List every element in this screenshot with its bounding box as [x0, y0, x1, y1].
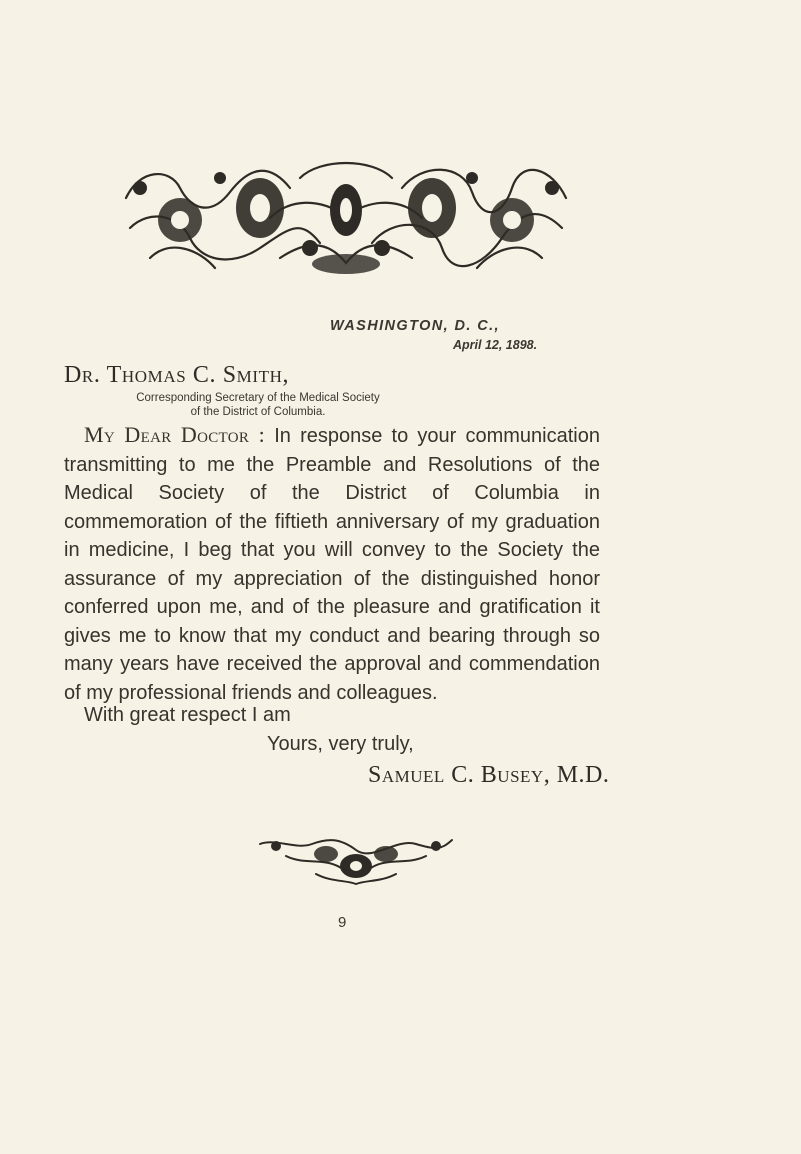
letter-body-text: In response to your communication transmitting to me the Preamble and Resolutions of the Medical Society of the District of Columbia in commemoration of the fiftieth anniversary of my graduation in medicine, I beg that you will convey to the Society the assurance of my appreciation of the distinguished honor conferred upon me, and of the pleasure and gratification it gives me to know that my conduct and bearing through so many years have received the approval and commendation of my professional friends and colleagues. [64, 425, 600, 704]
page-number: 9 [338, 914, 347, 931]
recipient-name: Dr. Thomas C. Smith, [64, 362, 290, 388]
signature: Samuel C. Busey, M.D. [368, 762, 610, 788]
letter-date: April 12, 1898. [453, 338, 538, 352]
closing-line: With great respect I am [84, 704, 291, 726]
ornamental-tailpiece-icon [256, 836, 456, 886]
letter-body [64, 421, 600, 707]
valediction: Yours, very truly, [267, 733, 414, 755]
recipient-title-line-2: of the District of Columbia. [190, 406, 326, 418]
recipient-title-line-1: Corresponding Secretary of the Medical Society [136, 392, 380, 404]
dateline: WASHINGTON, D. C., [330, 318, 500, 334]
ornamental-headpiece-icon [120, 158, 572, 278]
salutation: My Dear Doctor : [84, 422, 266, 447]
